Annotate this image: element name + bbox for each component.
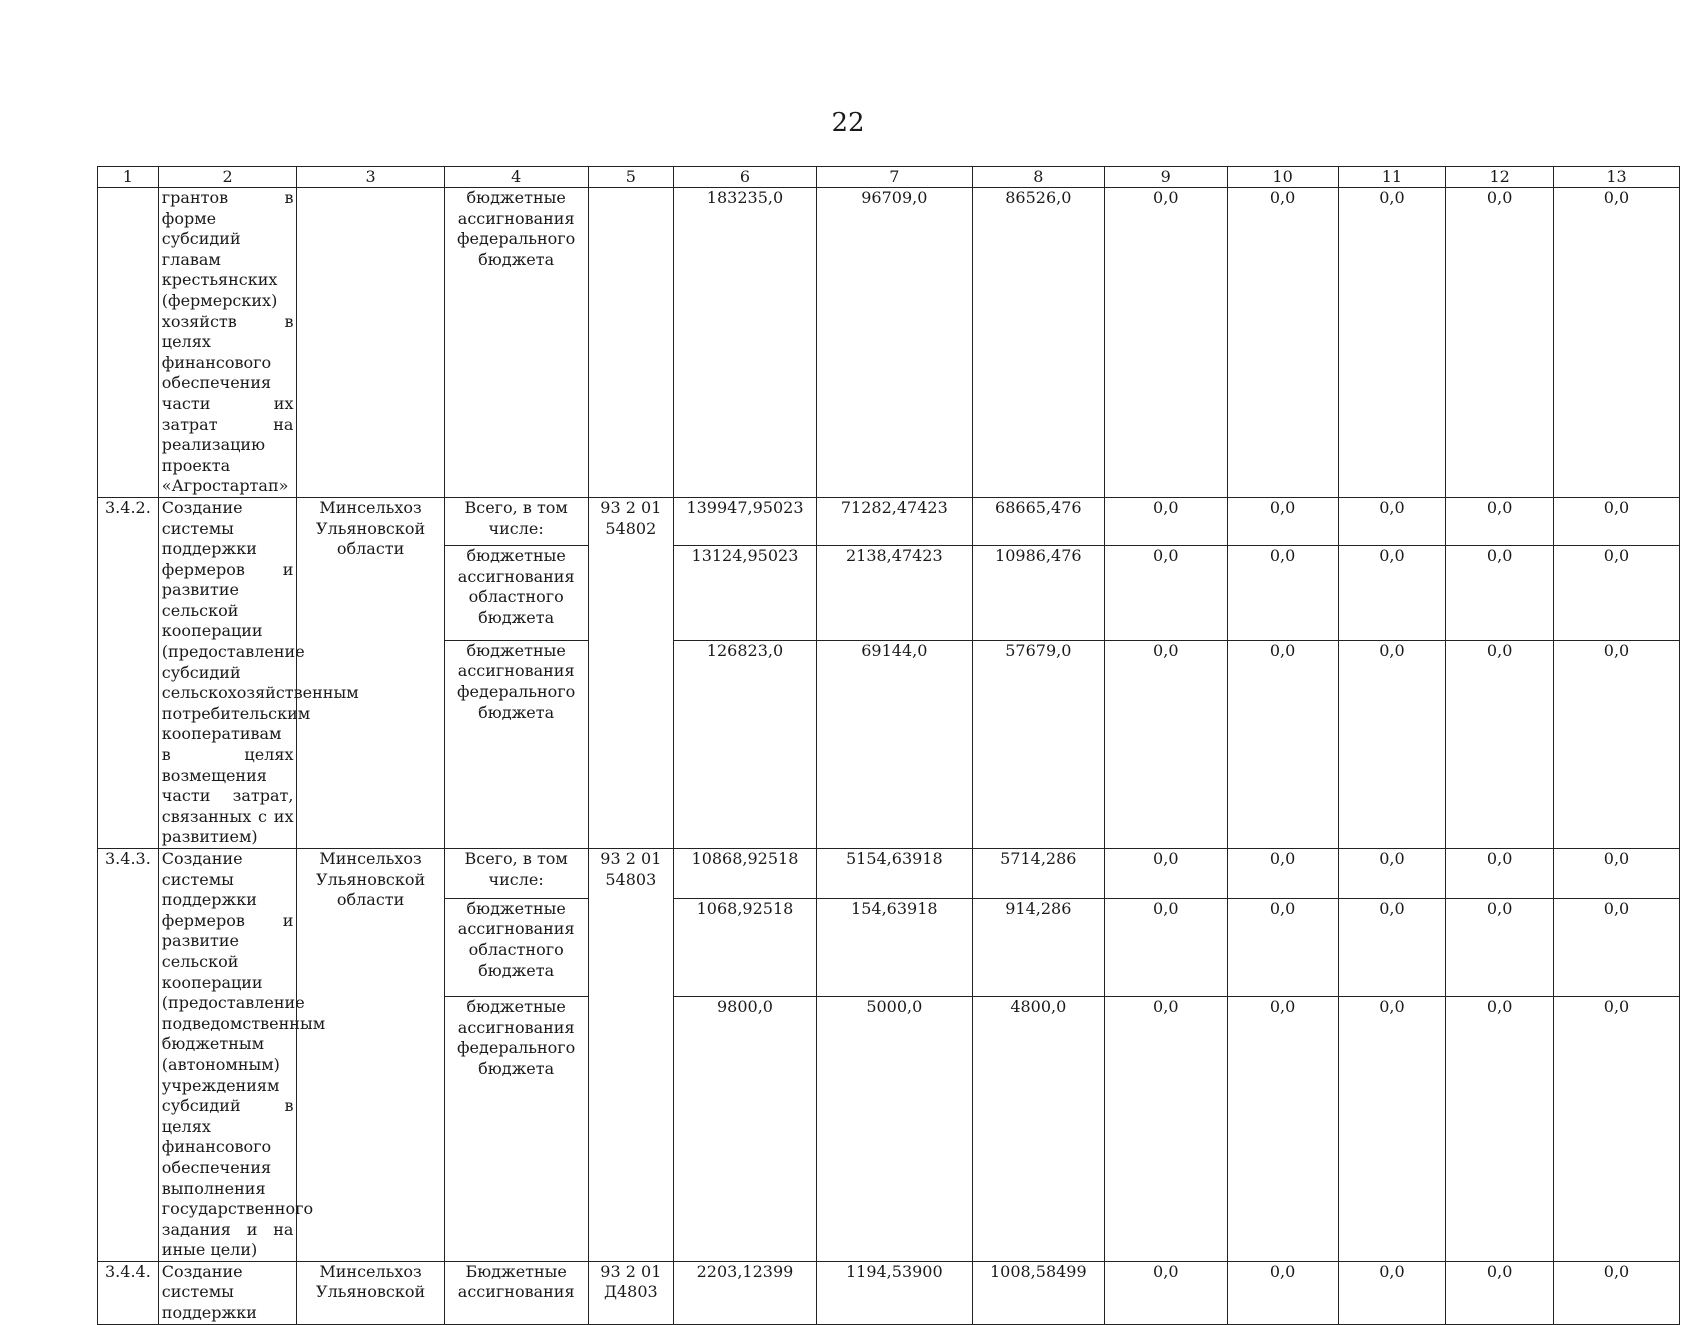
value-cell: 0,0 [1227,640,1338,848]
budget-code-cell: 93 2 01 54803 [588,849,673,1262]
value-cell: 0,0 [1227,188,1338,498]
column-number: 13 [1554,167,1680,188]
value-cell: 0,0 [1554,545,1680,640]
value-cell: 5714,286 [972,849,1104,899]
value-cell: 1194,53900 [816,1261,972,1324]
item-name-cell: Создание системы поддержки фермеров и развитие сельской кооперации (предоставление субсидий сельскохозяйственным потребительским кооперативам в целях возмещения части затрат, связанных с их развитием) [158,497,297,848]
value-cell: 0,0 [1104,898,1227,996]
funding-source-cell: бюджетные ассигнования областного бюджета [444,898,588,996]
value-cell: 0,0 [1104,849,1227,899]
table-row [98,497,1680,545]
funding-source-cell: Всего, в том числе: [444,849,588,899]
value-cell: 0,0 [1227,1261,1338,1324]
value-cell: 0,0 [1446,545,1554,640]
budget-table [97,166,1680,1325]
item-name-cell: Создание системы поддержки [158,1261,297,1324]
value-cell: 71282,47423 [816,497,972,545]
value-cell: 0,0 [1227,849,1338,899]
item-code-cell: 3.4.4. [98,1261,159,1324]
column-number: 8 [972,167,1104,188]
responsible-cell: Минсельхоз Ульяновской области [297,849,444,1262]
value-cell: 0,0 [1446,497,1554,545]
value-cell: 10868,92518 [674,849,817,899]
value-cell: 0,0 [1446,849,1554,899]
value-cell: 0,0 [1104,545,1227,640]
column-number: 3 [297,167,444,188]
column-number: 4 [444,167,588,188]
value-cell: 139947,95023 [674,497,817,545]
value-cell: 0,0 [1554,1261,1680,1324]
column-number-row [98,167,1680,188]
value-cell: 126823,0 [674,640,817,848]
value-cell: 0,0 [1104,1261,1227,1324]
value-cell: 0,0 [1446,997,1554,1262]
value-cell: 0,0 [1554,997,1680,1262]
value-cell: 96709,0 [816,188,972,498]
value-cell: 4800,0 [972,997,1104,1262]
item-name-cell: Создание системы поддержки фермеров и развитие сельской кооперации (предоставление подведомственным бюджетным (автономным) учреждениям субсидий в целях финансового обеспечения выполнения государственного задания и на иные цели) [158,849,297,1262]
value-cell: 1008,58499 [972,1261,1104,1324]
value-cell: 154,63918 [816,898,972,996]
value-cell: 0,0 [1104,497,1227,545]
value-cell: 0,0 [1554,188,1680,498]
column-number: 2 [158,167,297,188]
value-cell: 0,0 [1446,898,1554,996]
value-cell: 0,0 [1338,497,1446,545]
budget-code-cell: 93 2 01 Д4803 [588,1261,673,1324]
value-cell: 69144,0 [816,640,972,848]
value-cell: 0,0 [1446,640,1554,848]
item-code-cell [98,188,159,498]
value-cell: 0,0 [1227,898,1338,996]
value-cell: 0,0 [1104,997,1227,1262]
value-cell: 5000,0 [816,997,972,1262]
page-number: 22 [831,108,865,138]
funding-source-cell: бюджетные ассигнования федерального бюджета [444,997,588,1262]
column-number: 9 [1104,167,1227,188]
funding-source-cell: Бюджетные ассигнования [444,1261,588,1324]
value-cell: 0,0 [1338,640,1446,848]
funding-source-cell: бюджетные ассигнования областного бюджета [444,545,588,640]
value-cell: 0,0 [1554,898,1680,996]
value-cell: 0,0 [1554,849,1680,899]
value-cell: 0,0 [1227,497,1338,545]
value-cell: 0,0 [1554,640,1680,848]
value-cell: 183235,0 [674,188,817,498]
budget-code-cell [588,188,673,498]
value-cell: 68665,476 [972,497,1104,545]
item-code-cell: 3.4.3. [98,849,159,1262]
column-number: 7 [816,167,972,188]
funding-source-cell: бюджетные ассигнования федерального бюджета [444,188,588,498]
value-cell: 2203,12399 [674,1261,817,1324]
value-cell: 1068,92518 [674,898,817,996]
value-cell: 9800,0 [674,997,817,1262]
value-cell: 0,0 [1338,898,1446,996]
value-cell: 13124,95023 [674,545,817,640]
responsible-cell: Минсельхоз Ульяновской области [297,497,444,848]
value-cell: 0,0 [1338,1261,1446,1324]
value-cell: 0,0 [1227,545,1338,640]
column-number: 11 [1338,167,1446,188]
column-number: 1 [98,167,159,188]
table-row [98,1261,1680,1324]
column-number: 10 [1227,167,1338,188]
funding-source-cell: бюджетные ассигнования федерального бюджета [444,640,588,848]
value-cell: 0,0 [1338,997,1446,1262]
column-number: 5 [588,167,673,188]
value-cell: 0,0 [1446,1261,1554,1324]
value-cell: 5154,63918 [816,849,972,899]
budget-code-cell: 93 2 01 54802 [588,497,673,848]
value-cell: 0,0 [1338,188,1446,498]
responsible-cell [297,188,444,498]
value-cell: 0,0 [1446,188,1554,498]
item-name-cell: грантов в форме субсидий главам крестьянских (фермерских) хозяйств в целях финансового обеспечения части их затрат на реализацию проекта «Агростартап» [158,188,297,498]
funding-source-cell: Всего, в том числе: [444,497,588,545]
value-cell: 0,0 [1104,188,1227,498]
value-cell: 0,0 [1227,997,1338,1262]
value-cell: 86526,0 [972,188,1104,498]
responsible-cell: Минсельхоз Ульяновской [297,1261,444,1324]
value-cell: 0,0 [1554,497,1680,545]
value-cell: 0,0 [1338,849,1446,899]
item-code-cell: 3.4.2. [98,497,159,848]
table-row [98,849,1680,899]
value-cell: 57679,0 [972,640,1104,848]
column-number: 6 [674,167,817,188]
value-cell: 10986,476 [972,545,1104,640]
value-cell: 0,0 [1104,640,1227,848]
value-cell: 2138,47423 [816,545,972,640]
table-row [98,188,1680,498]
value-cell: 0,0 [1338,545,1446,640]
value-cell: 914,286 [972,898,1104,996]
column-number: 12 [1446,167,1554,188]
